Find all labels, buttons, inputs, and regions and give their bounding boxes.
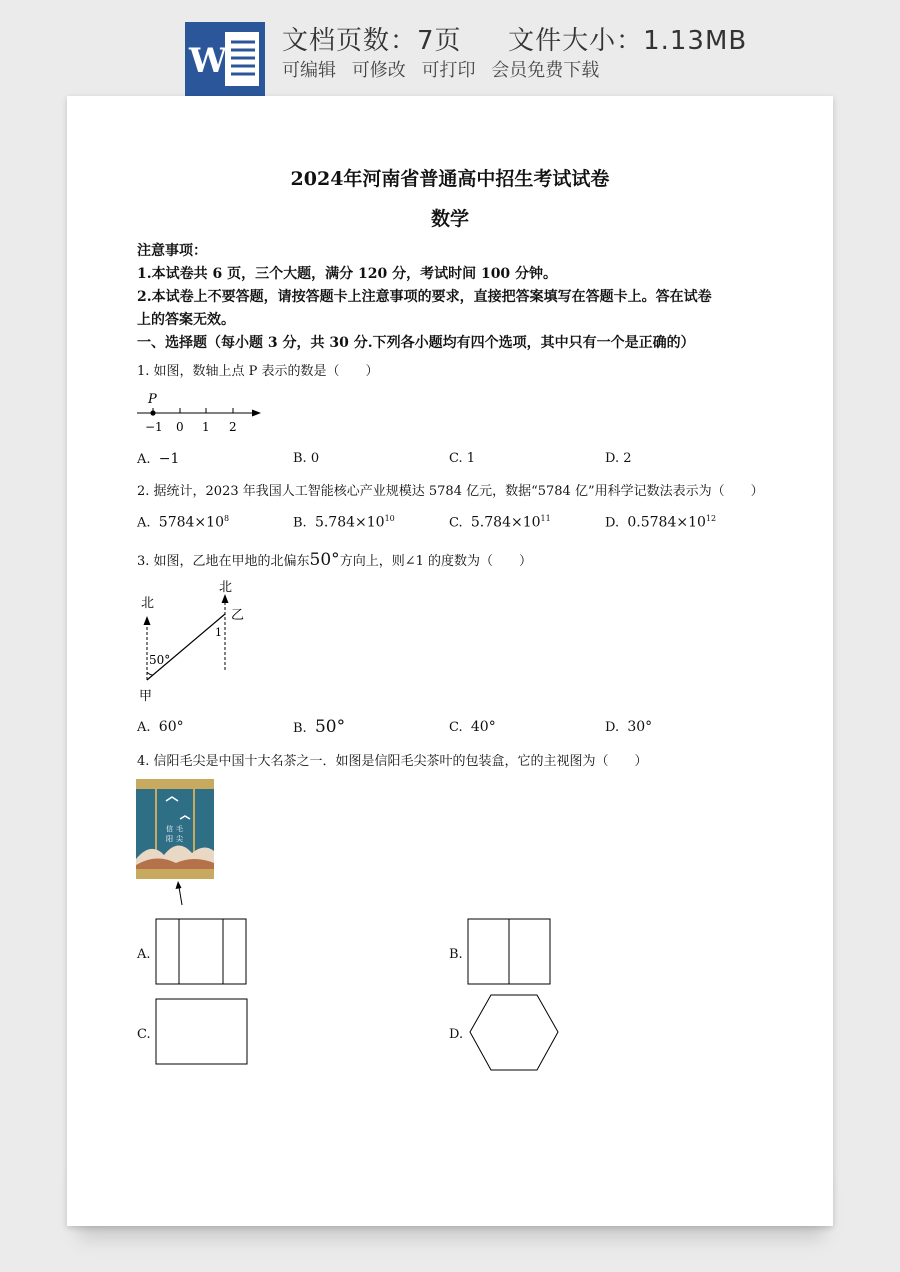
north-label-b: 北 [219, 580, 233, 595]
q4-option-b-figure [467, 918, 553, 986]
q4-option-d-figure [469, 994, 561, 1072]
svg-text:毛: 毛 [176, 825, 183, 833]
question-2: 2. 据统计，2023 年我国人工智能核心产业规模达 5784 亿元，数据“5784 亿”用科学记数法表示为（ ） [137, 484, 764, 499]
q4-option-a-figure [155, 918, 249, 986]
tick-label: −1 [145, 420, 163, 434]
notice-item-2: 2.本试卷上不要答题，请按答题卡上注意事项的要求，直接把答案填写在答题卡上。答在试卷 [137, 289, 712, 305]
exam-title: 2024年河南省普通高中招生考试试卷 [290, 168, 610, 190]
q2-option-d: D. $0.5784\times 10^{12}$ [605, 514, 717, 531]
question-1: 1. 如图，数轴上点 P 表示的数是（ ） [137, 364, 379, 379]
point-yi-label: 乙 [231, 608, 245, 623]
question-3: 3. 如图，乙地在甲地的北偏东50°方向上，则∠1 的度数为（ ） [137, 550, 532, 570]
q2-option-a: A. $5784\times 10^8$ [137, 514, 230, 531]
q1-option-c: C. 1 [449, 451, 476, 466]
svg-text:信: 信 [166, 825, 173, 833]
angle-label-50: 50° [149, 653, 171, 667]
q3-option-d: D. 30° [605, 719, 653, 735]
tea-box-photo [136, 779, 216, 909]
q3-option-b: B. 50° [293, 717, 346, 737]
svg-text:W: W [189, 41, 228, 81]
notice-heading: 注意事项： [137, 243, 207, 259]
section-heading-choice: 一、选择题（每小题 3 分，共 30 分.下列各小题均有四个选项，其中只有一个是正确的） [137, 335, 695, 351]
q1-option-d: D. 2 [605, 451, 632, 466]
q4-option-c-figure [155, 998, 249, 1066]
point-p-label: P [148, 392, 157, 407]
word-document-icon [185, 22, 265, 96]
q2-option-b: B. $5.784\times 10^{10}$ [293, 514, 395, 531]
q4-option-d-label: D. [449, 1027, 464, 1042]
doc-meta-line [282, 20, 747, 57]
svg-text:阳: 阳 [166, 835, 173, 843]
notice-item-2-cont: 上的答案无效。 [137, 312, 235, 328]
file-size: 文件大小：1.13MB [508, 26, 748, 56]
feature-printable: 可打印 [421, 60, 476, 81]
feature-editable: 可编辑 [282, 60, 336, 81]
notice-item-1: 1.本试卷共 6 页，三个大题，满分 120 分，考试时间 100 分钟。 [137, 266, 558, 282]
question-4: 4. 信阳毛尖是中国十大名茶之一．如图是信阳毛尖茶叶的包装盒，它的主视图为（ ） [137, 754, 648, 769]
tick-label: 0 [176, 420, 184, 434]
bearing-figure [133, 576, 253, 708]
q1-option-b: B. 0 [293, 451, 320, 466]
tick-label: 2 [229, 420, 237, 434]
q4-option-b-label: B. [449, 947, 463, 962]
page-count: 文档页数：7页 [282, 26, 462, 56]
q1-option-a: A. −1 [137, 451, 180, 467]
doc-features-line [282, 56, 609, 82]
point-jia-label: 甲 [139, 689, 153, 704]
north-label-a: 北 [141, 596, 155, 611]
tick-label: 1 [202, 420, 210, 434]
angle-1-label: 1 [215, 626, 222, 639]
exam-subject: 数学 [430, 208, 469, 230]
point-p-dot [150, 410, 155, 415]
q2-option-c: C. $5.784\times 10^{11}$ [449, 514, 551, 531]
svg-text:尖: 尖 [176, 835, 183, 843]
document-page [67, 96, 833, 1226]
q4-option-a-label: A. [137, 947, 151, 962]
q4-option-c-label: C. [137, 1027, 151, 1042]
q3-option-c: C. 40° [449, 719, 496, 735]
download-banner [0, 0, 900, 100]
q3-option-a: A. 60° [137, 719, 184, 735]
feature-free-download: 会员免费下载 [491, 60, 600, 81]
number-line-figure [133, 390, 269, 440]
feature-modifiable: 可修改 [351, 60, 406, 81]
